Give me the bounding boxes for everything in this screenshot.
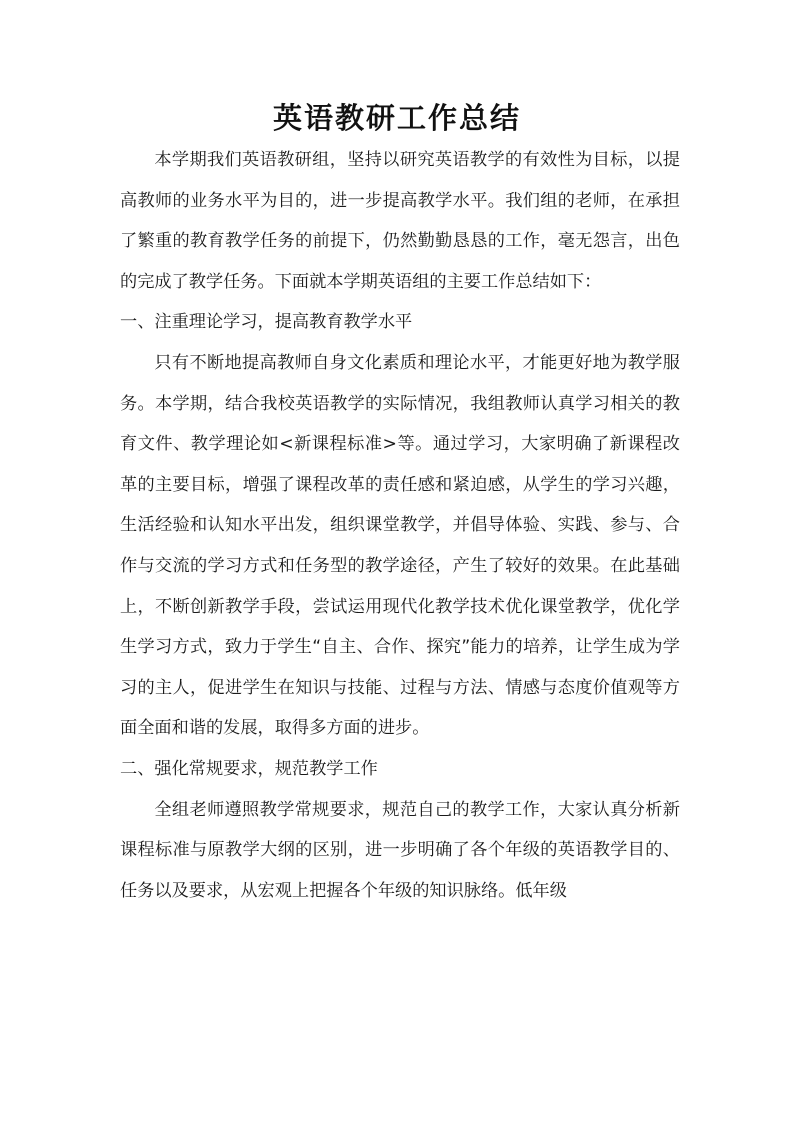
document-title: 英语教研工作总结: [272, 101, 521, 135]
section-heading-1: 一、注重理论学习，提高教育教学水平: [120, 312, 413, 333]
paragraph-intro: 本学期我们英语教研组，坚持以研究英语教学的有效性为目标，以提高教师的业务水平为目的，进一步提高教学水平。我们组的老师，在承担了繁重的教育教学任务的前提下，仍然勤勤恳恳的工作，毫无怨言，出色的完成了教学任务。下面就本学期英语组的主要工作总结如下：: [120, 150, 680, 292]
paragraph-section-2: 全组老师遵照教学常规要求，规范自己的教学工作，大家认真分析新课程标准与原教学大纲的区别，进一步明确了各个年级的英语教学目的、任务以及要求，从宏观上把握各个年级的知识脉络。低年级: [120, 799, 680, 901]
document-body: [120, 140, 680, 911]
paragraph-section-1: 只有不断地提高教师自身文化素质和理论水平，才能更好地为教学服务。本学期，结合我校英语教学的实际情况，我组教师认真学习相关的教育文件、教学理论如<新课程标准>等。通过学习，大家明确了新课程改革的主要目标，增强了课程改革的责任感和紧迫感，从学生的学习兴趣，生活经验和认知水平出发，组织课堂教学，并倡导体验、实践、参与、合作与交流的学习方式和任务型的教学途径，产生了较好的效果。在此基础上，不断创新教学手段，尝试运用现代化教学技术优化课堂教学，优化学生学习方式，致力于学生“自主、合作、探究”能力的培养，让学生成为学习的主人，促进学生在知识与技能、过程与方法、情感与态度价值观等方面全面和谐的发展，取得多方面的进步。: [120, 352, 680, 739]
section-heading-2: 二、强化常规要求，规范教学工作: [120, 758, 378, 779]
